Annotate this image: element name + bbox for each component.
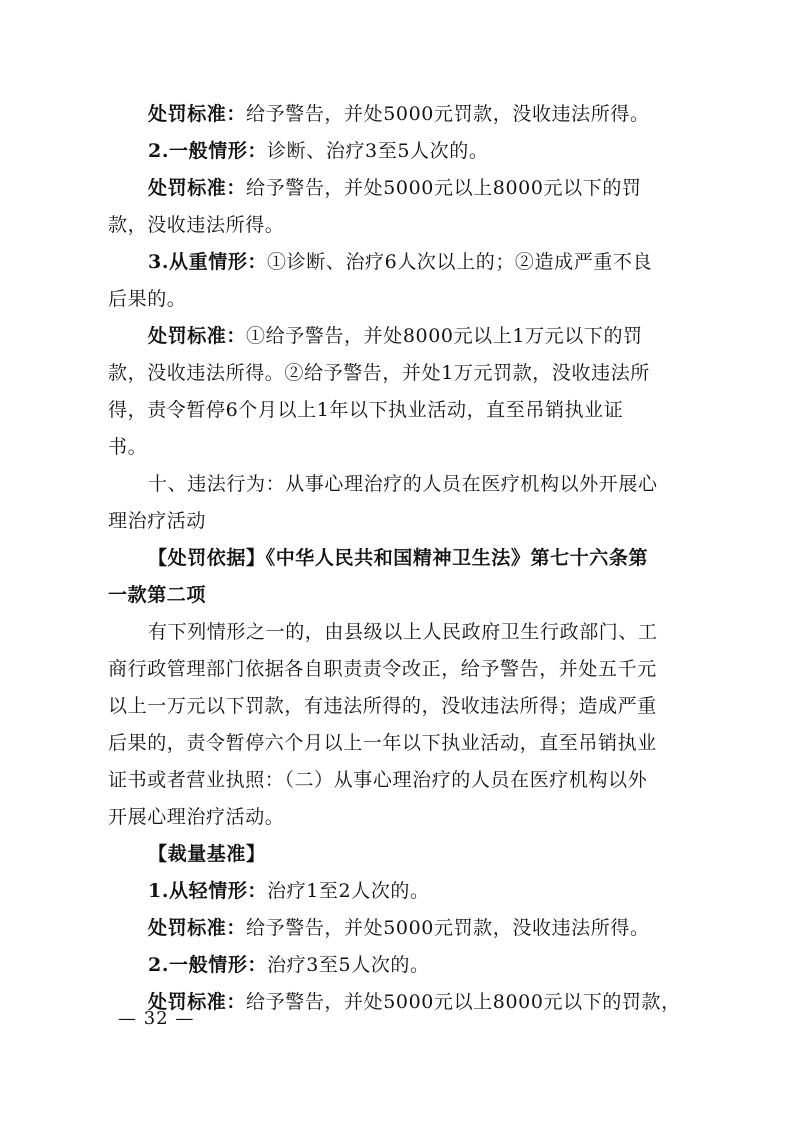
line-text: 开展心理治疗活动。 [108,806,285,828]
line-text: ①诊断、治疗6人次以上的；②造成严重不良 [267,251,653,273]
line-text: 证书或者营业执照：（二）从事心理治疗的人员在医疗机构以外 [108,769,648,791]
bold-label: 2.一般情形： [148,954,268,976]
line-text: 后果的。 [108,288,187,310]
text-line [108,244,700,281]
bold-label: 处罚标准： [148,325,247,347]
line-text: 给予警告，并处5000元以上8000元以下的罚 [246,177,642,199]
bold-label: 3.从重情形： [148,251,268,273]
line-text: 十、违法行为：从事心理治疗的人员在医疗机构以外开展心 [148,473,658,495]
line-text: 款，没收违法所得。②给予警告，并处1万元罚款，没收违法所 [108,362,650,384]
bold-label: 处罚标准： [148,177,247,199]
line-text: 书。 [108,436,148,458]
line-text: 以上一万元以下罚款，有违法所得的，没收违法所得；造成严重 [108,695,657,717]
text-line [108,614,700,651]
text-line [108,96,700,133]
text-line [108,799,700,836]
penalty-basis-heading [108,540,700,577]
section-heading-cont [108,503,700,540]
line-text: 给予警告，并处5000元罚款，没收违法所得。 [246,103,650,125]
bold-label: 2.一般情形： [148,140,268,162]
line-text: 款，没收违法所得。 [108,214,285,236]
text-line [108,762,700,799]
line-text: 给予警告，并处5000元罚款，没收违法所得。 [246,917,650,939]
text-line [108,429,700,466]
text-line [108,281,700,318]
line-text: 后果的，责令暂停六个月以上一年以下执业活动，直至吊销执业 [108,732,657,754]
text-line [108,725,700,762]
text-line [108,207,700,244]
text-line [108,318,700,355]
bold-label: 处罚标准： [148,103,247,125]
text-line [108,947,700,984]
line-text: 给予警告，并处5000元以上8000元以下的罚款， [246,991,681,1013]
text-line [108,355,700,392]
bold-label: 【处罚依据】《中华人民共和国精神卫生法》第七十六条第 [148,547,649,569]
bold-label: 一款第二项 [108,584,207,606]
text-line [108,170,700,207]
line-text: 治疗3至5人次的。 [267,954,430,976]
bold-label: 处罚标准： [148,991,247,1013]
line-text: 商行政管理部门依据各自职责责令改正，给予警告，并处五千元 [108,658,657,680]
line-text: 理治疗活动 [108,510,207,532]
bold-label: 1.从轻情形： [148,880,268,902]
text-line [108,984,700,1021]
bold-label: 【裁量基准】 [148,843,266,865]
line-text: ①给予警告，并处8000元以上1万元以下的罚 [246,325,643,347]
discretion-heading [108,836,700,873]
line-text: 得，责令暂停6个月以上1年以下执业活动，直至吊销执业证 [108,399,624,421]
text-line [108,688,700,725]
page-number: — 32 — [118,1008,195,1029]
line-text: 治疗1至2人次的。 [267,880,430,902]
line-text: 诊断、治疗3至5人次的。 [267,140,489,162]
text-line [108,873,700,910]
text-line [108,910,700,947]
line-text: 有下列情形之一的，由县级以上人民政府卫生行政部门、工 [148,621,658,643]
text-line [108,133,700,170]
document-body [108,96,700,1021]
bold-label: 处罚标准： [148,917,247,939]
penalty-basis-heading-cont [108,577,700,614]
text-line [108,392,700,429]
text-line [108,651,700,688]
section-heading [108,466,700,503]
